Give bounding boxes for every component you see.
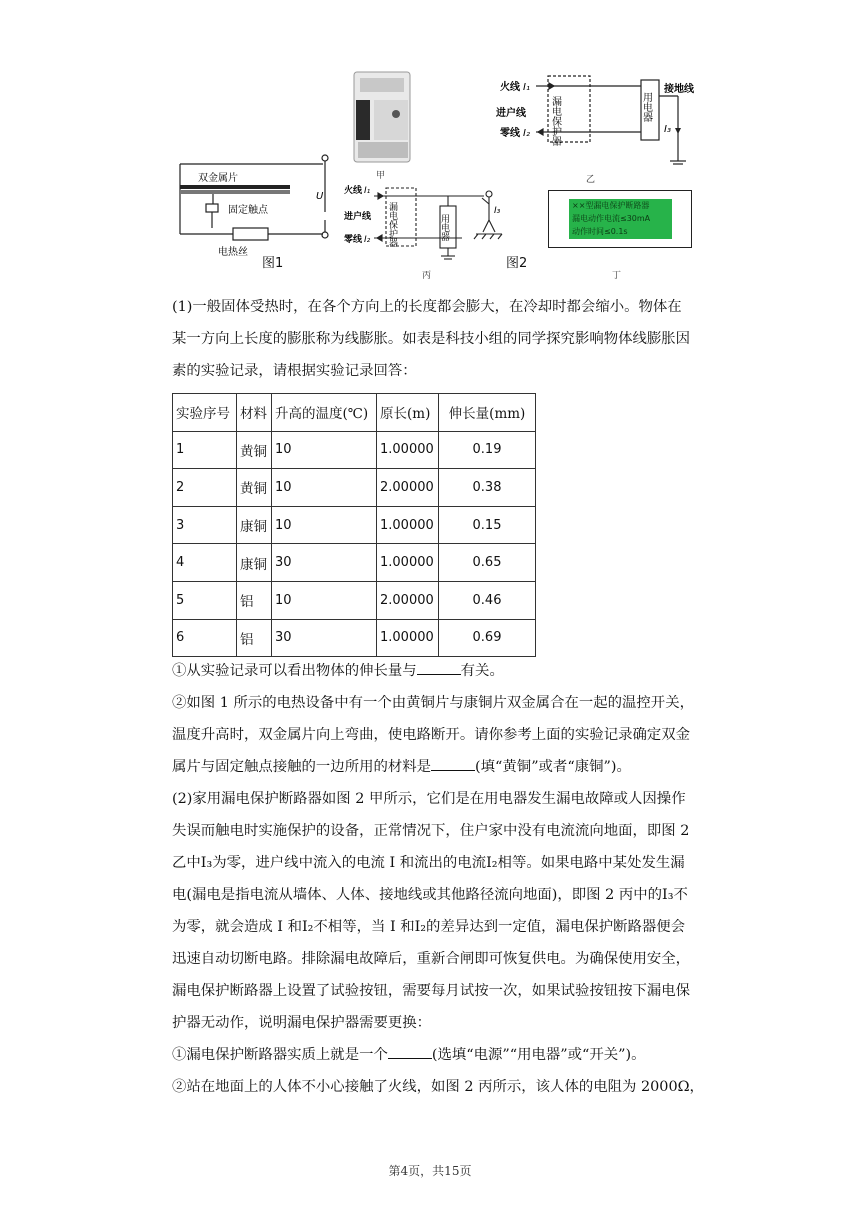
figure-1-caption: 图1	[262, 256, 284, 271]
jia-caption: 甲	[376, 171, 386, 181]
table-cell: 10	[272, 581, 377, 619]
header-cell: 伸长量(mm)	[439, 394, 536, 432]
table-row	[173, 469, 536, 507]
yi-caption: 乙	[586, 175, 596, 185]
table-cell: 30	[272, 619, 377, 657]
table-cell: 1.00000	[377, 506, 439, 544]
ding-line-2: 漏电动作电流≤30mA	[572, 214, 651, 223]
q1-sub2-tail: (填“黄铜”或者“康铜”)。	[475, 759, 631, 775]
question-text-body	[172, 655, 704, 1103]
table-cell: 1	[173, 431, 237, 469]
q2-line-2: 失误而触电时实施保护的设备，正常情况下，住户家中没有电流流向地面，即图 2	[172, 823, 690, 839]
table-row	[173, 581, 536, 619]
q1-intro-line-1: (1)一般固体受热时，在各个方向上的长度都会膨大，在冷却时都会缩小。物体在	[172, 299, 682, 315]
table-row	[173, 506, 536, 544]
bing-i2-label: I₂	[364, 235, 371, 245]
bing-i3-label: I₃	[494, 206, 501, 216]
experiment-table	[172, 393, 536, 657]
yi-i2-label: I₂	[523, 128, 530, 139]
q1-intro	[172, 291, 692, 387]
table-cell: 2.00000	[377, 469, 439, 507]
table-cell: 6	[173, 619, 237, 657]
bimetal-label: 双金属片	[198, 173, 238, 184]
q1-sub2-line-1: ②如图 1 所示的电热设备中有一个由黄铜片与康铜片双金属合在一起的温控开关，	[172, 695, 694, 711]
u-label: U	[316, 191, 324, 202]
breaker-label-card	[548, 190, 692, 248]
q2-line-6: 迅速自动切断电路。排除漏电故障后，重新合闸即可恢复供电。为确保使用安全，	[172, 951, 691, 967]
bing-i1-label: I₁	[364, 186, 371, 196]
table-cell: 2	[173, 469, 237, 507]
ding-line-3: 动作时间≤0.1s	[572, 227, 628, 236]
table-cell: 铝	[237, 581, 272, 619]
q2-sub1	[172, 1039, 692, 1071]
table-cell: 铝	[237, 619, 272, 657]
table-cell: 4	[173, 544, 237, 582]
table-cell: 0.38	[439, 469, 536, 507]
ding-caption: 丁	[612, 271, 622, 281]
table-row	[173, 544, 536, 582]
table-cell: 0.69	[439, 619, 536, 657]
figure-2-yi-circuit	[496, 66, 696, 170]
bing-neutral-label: 零线	[344, 235, 363, 245]
table-cell: 10	[272, 431, 377, 469]
bing-device-label: 漏电保护器	[387, 202, 397, 247]
q1-intro-line-3: 素的实验记录，请根据实验记录回答：	[172, 363, 417, 379]
table-cell: 0.46	[439, 581, 536, 619]
table-cell: 0.15	[439, 506, 536, 544]
table-cell: 3	[173, 506, 237, 544]
yi-device-label: 漏电保护器	[549, 96, 561, 146]
header-cell: 升高的温度(℃)	[272, 394, 377, 432]
answer-blank[interactable]	[431, 756, 475, 771]
yi-i1-label: I₁	[523, 82, 530, 93]
table-cell: 1.00000	[377, 431, 439, 469]
q2-line-3: 乙中I₃为零，进户线中流入的电流 I 和流出的电流I₂相等。如果电路中某处发生漏	[172, 855, 685, 871]
q2-sub2: ②站在地面上的人体不小心接触了火线，如图 2 丙所示，该人体的电阻为 2000Ω，	[172, 1079, 704, 1095]
header-cell: 原长(m)	[377, 394, 439, 432]
answer-blank[interactable]	[388, 1044, 432, 1059]
header-cell: 实验序号	[173, 394, 237, 432]
table-cell: 10	[272, 469, 377, 507]
table-cell: 0.19	[439, 431, 536, 469]
table-cell: 10	[272, 506, 377, 544]
q1-sub1	[172, 655, 692, 687]
table-header-row	[173, 394, 536, 432]
q2-line-8: 护器无动作，说明漏电保护器需要更换：	[172, 1015, 432, 1031]
q2-line-4: 电(漏电是指电流从墙体、人体、接地线或其他路径流向地面)，即图 2 丙中的I₃不	[172, 887, 688, 903]
yi-neutral-label: 零线	[500, 128, 520, 139]
bing-caption: 丙	[422, 271, 432, 281]
table-cell: 0.65	[439, 544, 536, 582]
q1-intro-line-2: 某一方向上长度的膨胀称为线膨胀。如表是科技小组的同学探究影响物体线膨胀因	[172, 331, 691, 347]
figure-2-bing-circuit	[344, 180, 514, 264]
table-cell: 30	[272, 544, 377, 582]
heater-label: 电热丝	[218, 247, 248, 258]
q2-line-7: 漏电保护断路器上设置了试验按钮，需要每月试按一次，如果试验按钮按下漏电保	[172, 983, 691, 999]
q1-sub2-line-2: 温度升高时，双金属片向上弯曲，使电路断开。请你参考上面的实验记录确定双金	[172, 727, 691, 743]
figures-area	[170, 62, 694, 282]
page-footer: 第4页，共15页	[388, 1164, 472, 1178]
yi-ground-label: 接地线	[664, 84, 694, 95]
table-cell: 黄铜	[237, 431, 272, 469]
bing-appliance-label: 用电器	[439, 214, 449, 241]
yi-live-label: 火线	[500, 82, 520, 93]
ding-line-1: ××型漏电保护断路器	[572, 201, 650, 210]
table-cell: 康铜	[237, 544, 272, 582]
header-cell: 材料	[237, 394, 272, 432]
q2-sub1-text: ①漏电保护断路器实质上就是一个	[172, 1047, 388, 1063]
table-cell: 5	[173, 581, 237, 619]
q1-sub1-text: ①从实验记录可以看出物体的伸长量与	[172, 663, 417, 679]
figure-2-caption: 图2	[506, 256, 528, 271]
breaker-photo	[350, 70, 415, 165]
contact-label: 固定触点	[228, 205, 268, 216]
yi-i3-label: I₃	[664, 124, 671, 135]
q1-sub1-tail: 有关。	[460, 663, 504, 679]
q2-line-1: (2)家用漏电保护断路器如图 2 甲所示，它们是在用电器发生漏电故障或人因操作	[172, 791, 686, 807]
table-cell: 黄铜	[237, 469, 272, 507]
table-cell: 康铜	[237, 506, 272, 544]
bing-user-line-label: 进户线	[344, 212, 372, 222]
table-cell: 1.00000	[377, 544, 439, 582]
q1-sub2-line-3	[172, 751, 692, 783]
yi-user-line-label: 进户线	[496, 108, 526, 119]
table-row	[173, 619, 536, 657]
q2-line-5: 为零，就会造成 I 和I₂不相等，当 I 和I₂的差异达到一定值，漏电保护断路器便会	[172, 919, 686, 935]
figure-1-circuit	[178, 152, 338, 277]
table-cell: 1.00000	[377, 619, 439, 657]
q2-sub1-tail: (选填“电源”“用电器”或“开关”)。	[431, 1047, 646, 1063]
bing-live-label: 火线	[344, 186, 363, 196]
q1-sub2-text: 属片与固定触点接触的一边所用的材料是	[172, 759, 432, 775]
answer-blank[interactable]	[417, 660, 461, 675]
yi-appliance-label: 用电器	[640, 92, 652, 122]
table-cell: 2.00000	[377, 581, 439, 619]
table-row	[173, 431, 536, 469]
